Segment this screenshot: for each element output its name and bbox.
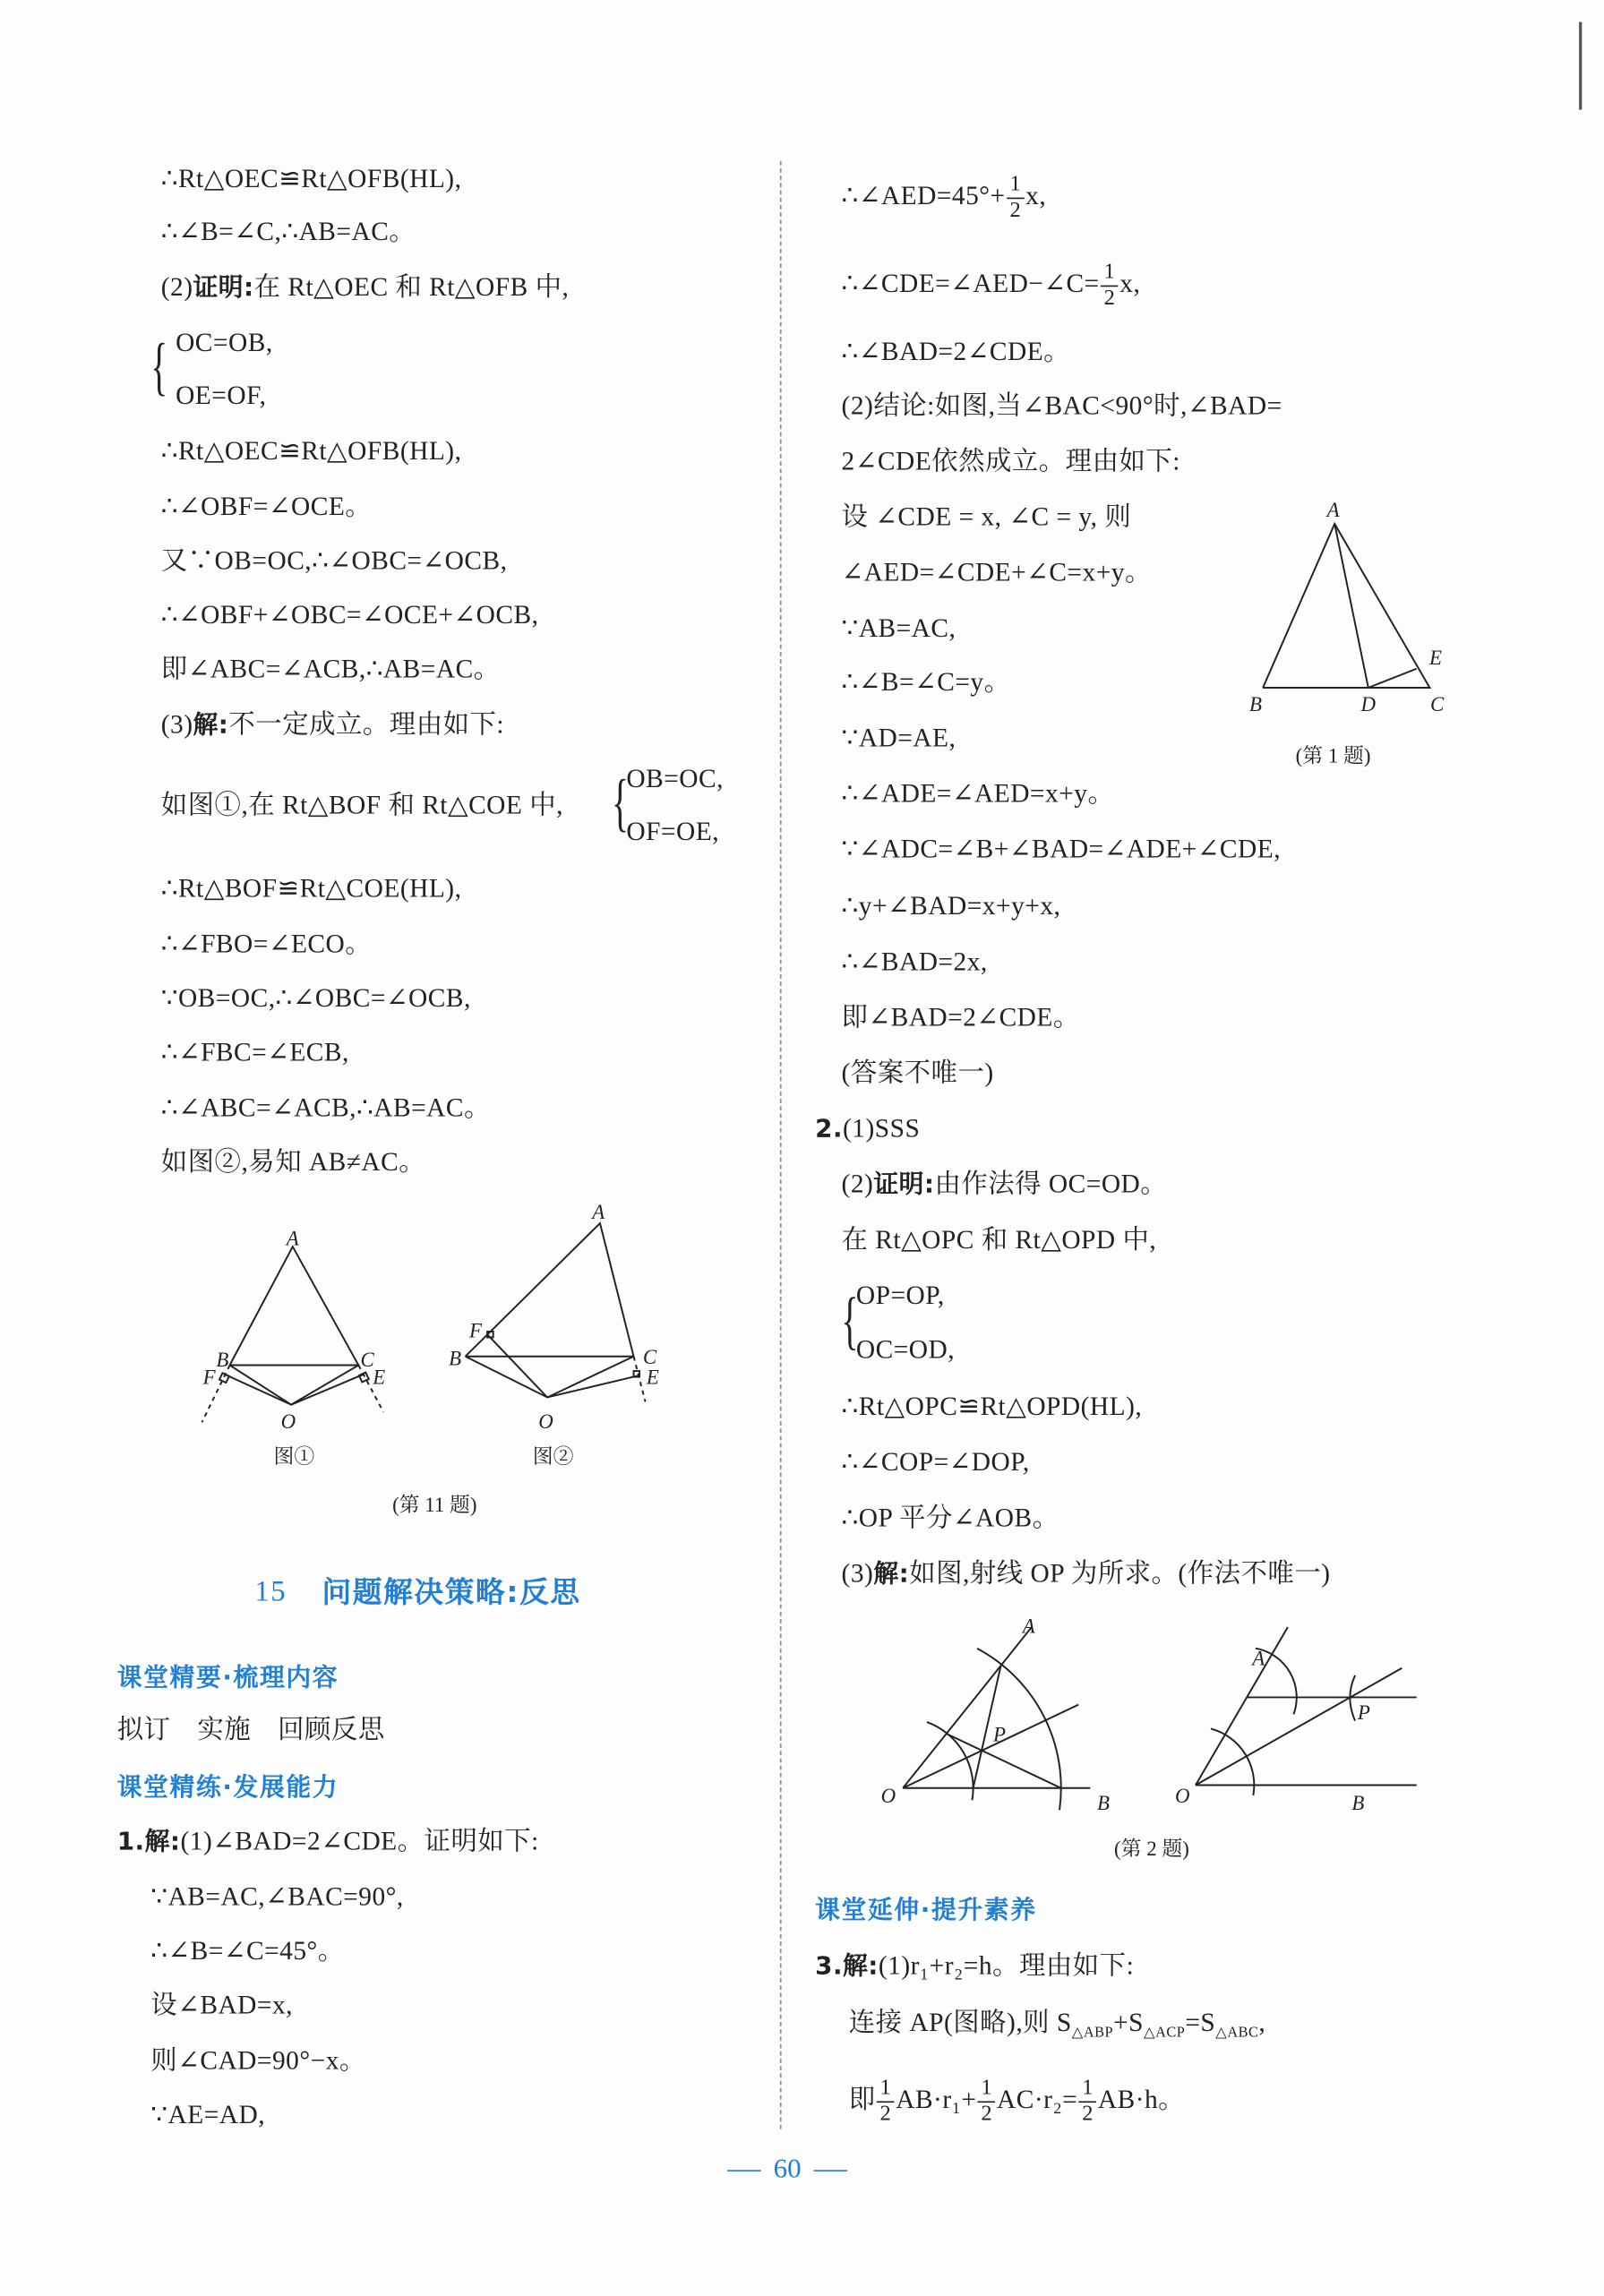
text-segment: ∴∠BAD=2x,	[841, 947, 988, 976]
text-segment: ∵AB=AC,	[841, 613, 956, 643]
segment-fo	[487, 1334, 547, 1397]
triangle-abc	[1263, 524, 1429, 688]
subheading-extension: 课堂延伸·提升素养	[815, 1896, 1037, 1926]
text-segment: ∵OB=OC,∴∠OBC=∠OCB,	[160, 983, 471, 1013]
ray-op	[1196, 1668, 1402, 1786]
text-segment: 设 ∠CDE = x, ∠C = y, 则	[841, 501, 1132, 532]
segments-bo-co	[466, 1357, 634, 1398]
text-segment: (3)	[841, 1558, 874, 1588]
text-segment: ∴∠ADE=∠AED=x+y。	[841, 778, 1115, 808]
question-caption: (第 2 题)	[1114, 1838, 1189, 1862]
point-label: E	[646, 1366, 659, 1389]
text-segment: OF=OE,	[626, 816, 720, 846]
label-bold: 解:	[193, 711, 229, 741]
left-brace: {	[150, 330, 168, 403]
text-segment: ∴∠AED=45°+	[841, 181, 1006, 210]
text-segment: (答案不唯一)	[841, 1058, 994, 1088]
figure-question-2b	[1175, 1627, 1417, 1814]
text-segment: 如图①,在 Rt△BOF 和 Rt△COE 中,	[160, 790, 563, 820]
text-segment: 如图②,易知 AB≠AC。	[160, 1147, 426, 1177]
point-label: O	[1175, 1785, 1190, 1808]
figure-caption: 图②	[532, 1447, 574, 1469]
text-segment: AB·r₁+	[896, 2084, 977, 2114]
text-segment: ∵∠ADC=∠B+∠BAD=∠ADE+∠CDE,	[841, 834, 1282, 864]
ray-op	[903, 1705, 1078, 1788]
fraction-denominator: 2	[1079, 2101, 1096, 2127]
point-label: C	[360, 1349, 374, 1372]
text-segment: ∴∠COP=∠DOP,	[841, 1447, 1030, 1477]
segment-ad	[1334, 524, 1368, 688]
point-label: O	[280, 1409, 296, 1433]
figure-caption: 图①	[273, 1447, 315, 1469]
fraction-denominator: 2	[978, 2101, 995, 2127]
point-label: F	[469, 1319, 483, 1342]
fraction-numerator: 1	[879, 2076, 892, 2100]
figure-question-1	[1249, 499, 1445, 715]
text-segment: ∴Rt△OPC≌Rt△OPD(HL),	[841, 1391, 1143, 1421]
left-brace: {	[612, 767, 629, 839]
question-caption: (第 1 题)	[1295, 746, 1371, 768]
point-label: A	[592, 1201, 605, 1224]
text-segment: ∴Rt△OEC≌Rt△OFB(HL),	[160, 164, 462, 193]
point-label: A	[286, 1227, 299, 1250]
text-segment: ∴∠OBF+∠OBC=∠OCE+∠OCB,	[160, 599, 539, 630]
point-label: C	[642, 1345, 657, 1368]
point-label: B	[1248, 693, 1262, 716]
fraction-numerator: 1	[1103, 260, 1116, 284]
text-segment: OC=OD,	[855, 1334, 956, 1364]
text-segment: (2)结论:如图,当∠BAC<90°时,∠BAD=	[841, 390, 1282, 420]
text-segment: 在 Rt△OEC 和 Rt△OFB 中,	[253, 271, 570, 302]
text-segment: 由作法得 OC=OD。	[934, 1169, 1168, 1199]
figure-11-2	[449, 1201, 659, 1433]
text-segment: ∴∠OBF=∠OCE。	[160, 492, 373, 521]
text-segment: 设∠BAD=x,	[150, 1990, 294, 2019]
point-label: P	[1357, 1701, 1370, 1724]
fraction-denominator: 2	[1101, 286, 1118, 312]
text-segment: OE=OF,	[176, 380, 267, 410]
text-segment: 则∠CAD=90°−x。	[150, 2045, 366, 2076]
label-bold: 解:	[873, 1559, 910, 1589]
fraction-denominator: 2	[1007, 198, 1024, 224]
point-label: E	[373, 1366, 386, 1389]
text-segment: +S	[1113, 2007, 1145, 2037]
point-label: B	[216, 1349, 229, 1372]
text-segment: (1)SSS	[843, 1113, 921, 1144]
point-label: O	[880, 1785, 896, 1808]
point-label: B	[1097, 1792, 1111, 1815]
text-segment: 连接 AP(图略),则 S	[848, 2007, 1072, 2037]
fraction-numerator: 1	[1082, 2076, 1094, 2100]
text-segment: (1)∠BAD=2∠CDE。证明如下:	[180, 1826, 539, 1855]
text-segment: ∴y+∠BAD=x+y+x,	[841, 891, 1061, 921]
segment-de	[1368, 669, 1417, 688]
label-bold: 1.	[116, 1827, 145, 1857]
text-segment: ∠AED=∠CDE+∠C=x+y。	[841, 557, 1152, 587]
text-segment: 在 Rt△OPC 和 Rt△OPD 中,	[841, 1224, 1157, 1255]
subscript: △ABC	[1215, 2025, 1259, 2042]
point-label: B	[1351, 1792, 1365, 1815]
point-label: E	[1428, 646, 1442, 669]
triangle-abc	[230, 1247, 359, 1365]
label-bold: 证明:	[873, 1170, 935, 1200]
text-segment: 又∵OB=OC,∴∠OBC=∠OCB,	[160, 545, 508, 576]
text-segment: ∴∠B=∠C=y。	[841, 667, 1011, 697]
text-segment: OB=OC,	[626, 763, 724, 793]
text-segment: OP=OP,	[855, 1280, 945, 1310]
point-label: C	[1429, 693, 1445, 716]
text-segment: ∴∠FBO=∠ECO。	[160, 929, 373, 959]
point-label: A	[1252, 1647, 1265, 1670]
text-segment: ∴∠BAD=2∠CDE。	[841, 336, 1071, 366]
point-label: P	[993, 1723, 1007, 1746]
text-segment: 拟订 实施 回顾反思	[116, 1715, 385, 1744]
text-segment: ∴Rt△OEC≌Rt△OFB(HL),	[160, 435, 462, 466]
point-label: D	[1360, 693, 1377, 716]
subheading-summary: 课堂精要·梳理内容	[116, 1663, 339, 1693]
text-segment: x,	[1025, 181, 1047, 210]
segment-eo	[547, 1375, 639, 1398]
text-segment: x,	[1119, 269, 1141, 298]
text-segment: ∴Rt△BOF≌Rt△COE(HL),	[160, 873, 462, 904]
figure-question-2a	[881, 1615, 1110, 1815]
text-segment: 即∠ABC=∠ACB,∴AB=AC。	[160, 654, 501, 684]
triangle-abc	[466, 1223, 634, 1357]
text-segment: AC·r₂=	[997, 2084, 1078, 2114]
point-label: F	[202, 1366, 216, 1389]
right-angle-mark	[219, 1373, 229, 1383]
text-segment: ∴OP 平分∠AOB。	[841, 1503, 1059, 1532]
ray-oa	[1196, 1627, 1288, 1785]
text-segment: (3)	[160, 709, 193, 740]
left-brace: {	[841, 1284, 859, 1357]
fraction-numerator: 1	[981, 2076, 993, 2100]
construction-arc	[977, 1649, 1061, 1810]
text-segment: ∴∠B=∠C=45°。	[150, 1935, 345, 1966]
text-segment: 如图,射线 OP 为所求。(作法不唯一)	[909, 1558, 1331, 1588]
text-segment: ,	[1258, 2007, 1266, 2037]
section-number: 15	[254, 1575, 287, 1608]
right-angle-mark	[359, 1373, 369, 1383]
point-label: O	[538, 1409, 553, 1433]
fraction-numerator: 1	[1009, 172, 1022, 196]
text-segment: AB·h。	[1097, 2084, 1186, 2114]
text-segment: 即∠BAD=2∠CDE。	[841, 1002, 1080, 1032]
fraction-denominator: 2	[877, 2101, 894, 2127]
point-label: A	[1326, 498, 1340, 521]
page-number: 60	[773, 2154, 802, 2185]
text-segment: OC=OB,	[176, 328, 273, 357]
text-segment: ∴∠ABC=∠ACB,∴AB=AC。	[160, 1092, 491, 1123]
segments-fo-eo	[224, 1374, 365, 1404]
subscript: △ACP	[1144, 2025, 1186, 2042]
subheading-practice: 课堂精练·发展能力	[116, 1773, 339, 1803]
text-segment: ∴∠FBC=∠ECB,	[160, 1037, 349, 1067]
label-bold: 解:	[144, 1827, 181, 1857]
text-segment: 2∠CDE依然成立。理由如下:	[841, 446, 1180, 476]
subscript: △ABP	[1071, 2025, 1114, 2042]
text-segment: ∵AD=AE,	[841, 723, 956, 752]
ray-oa	[903, 1627, 1032, 1788]
text-segment: =S	[1185, 2007, 1216, 2037]
text-segment: (2)	[160, 271, 193, 302]
text-segment: (1)r₁+r₂=h。理由如下:	[878, 1950, 1135, 1980]
label-bold: 3.	[815, 1951, 844, 1982]
text-segment: ∴∠CDE=∠AED−∠C=	[841, 269, 1100, 298]
point-label: A	[1022, 1615, 1035, 1638]
text-segment: ∵AB=AC,∠BAC=90°,	[150, 1881, 404, 1912]
point-label: B	[449, 1347, 462, 1370]
section-title: 问题解决策略:反思	[322, 1574, 581, 1610]
label-bold: 证明:	[193, 273, 254, 304]
label-bold: 解:	[843, 1951, 879, 1982]
text-segment: 不一定成立。理由如下:	[228, 709, 505, 740]
text-segment: 即	[848, 2084, 876, 2114]
text-segment: ∵AE=AD,	[150, 2099, 266, 2129]
question-caption: (第 11 题)	[392, 1495, 477, 1518]
text-segment: (2)	[841, 1169, 874, 1199]
label-bold: 2.	[815, 1115, 844, 1144]
text-segment: ∴∠B=∠C,∴AB=AC。	[160, 216, 416, 246]
figure-11-1	[202, 1228, 385, 1433]
